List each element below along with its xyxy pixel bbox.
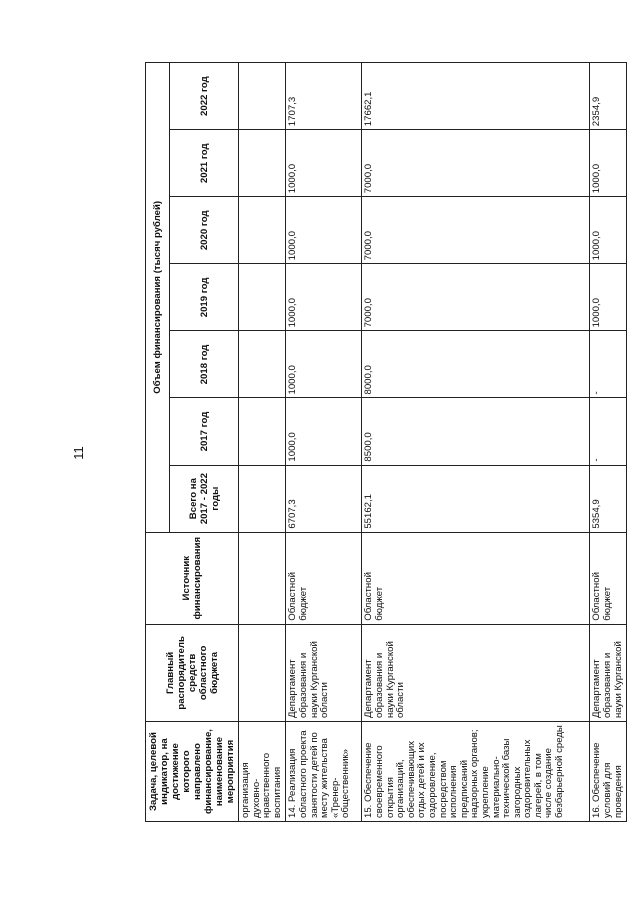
- header-row-1: [146, 63, 170, 822]
- source-cell: Областной бюджет: [286, 532, 362, 624]
- source-cell: Областной бюджет: [590, 532, 627, 624]
- table-row: [362, 63, 590, 822]
- header-total: Всего на 2017 - 2022 годы: [170, 465, 239, 532]
- total-cell: 55162,1: [362, 465, 590, 532]
- table-row: [590, 63, 627, 822]
- value-cell: 17662,1: [362, 63, 590, 130]
- manager-cell: [239, 624, 286, 721]
- total-cell: 5354,9: [590, 465, 627, 532]
- value-cell: [239, 264, 286, 331]
- task-cell: организация духовно-нравственного воспитания: [239, 722, 286, 822]
- task-cell: 16. Обеспечение условий для проведения: [590, 722, 627, 822]
- manager-cell: Департамент образования и науки Курганской области: [286, 624, 362, 721]
- value-cell: 7000,0: [362, 264, 590, 331]
- value-cell: 2354,9: [590, 63, 627, 130]
- task-cell: 15. Обеспечение своевременного открытия организаций, обеспечивающих отдых детей и их оздоровление, посредством исполнения предписаний надзорных органов; укрепление материально-технической базы загородных оздоровительных лагерей, в том числе создание безбарьерной среды: [362, 722, 590, 822]
- header-year: 2021 год: [170, 130, 239, 197]
- value-cell: 1000,0: [286, 264, 362, 331]
- header-year: 2018 год: [170, 331, 239, 398]
- value-cell: -: [590, 398, 627, 465]
- header-year: 2020 год: [170, 197, 239, 264]
- total-cell: [239, 465, 286, 532]
- value-cell: 1000,0: [590, 130, 627, 197]
- financing-table: [145, 62, 627, 822]
- task-cell: 14. Реализация областного проекта занятости детей по месту жительства «Тренер-общественник»: [286, 722, 362, 822]
- value-cell: [239, 197, 286, 264]
- value-cell: 8000,0: [362, 331, 590, 398]
- source-cell: [239, 532, 286, 624]
- value-cell: -: [590, 331, 627, 398]
- header-task: Задача, целевой индикатор, на достижение которого направлено финансирование, наименование мероприятия: [146, 722, 239, 822]
- page-number: 11: [71, 446, 86, 460]
- table-row: [286, 63, 362, 822]
- rotated-table-page: [145, 62, 624, 822]
- value-cell: 1000,0: [590, 264, 627, 331]
- header-source: Источник финансирования: [146, 532, 239, 624]
- header-volume: Объем финансирования (тысяч рублей): [146, 63, 170, 533]
- value-cell: [239, 130, 286, 197]
- header-year: 2019 год: [170, 264, 239, 331]
- header-year: 2017 год: [170, 398, 239, 465]
- value-cell: 1000,0: [286, 398, 362, 465]
- value-cell: 1000,0: [286, 197, 362, 264]
- value-cell: [239, 331, 286, 398]
- value-cell: 7000,0: [362, 130, 590, 197]
- value-cell: 1000,0: [590, 197, 627, 264]
- source-cell: Областной бюджет: [362, 532, 590, 624]
- value-cell: 1707,3: [286, 63, 362, 130]
- manager-cell: Департамент образования и науки Курганской области: [362, 624, 590, 721]
- value-cell: 7000,0: [362, 197, 590, 264]
- table-row: [239, 63, 286, 822]
- total-cell: 6707,3: [286, 465, 362, 532]
- value-cell: 1000,0: [286, 130, 362, 197]
- header-manager: Главный распорядитель средств областного бюджета: [146, 624, 239, 721]
- value-cell: 8500,0: [362, 398, 590, 465]
- value-cell: [239, 398, 286, 465]
- manager-cell: Департамент образования и науки Курганской: [590, 624, 627, 721]
- value-cell: [239, 63, 286, 130]
- value-cell: 1000,0: [286, 331, 362, 398]
- header-year: 2022 год: [170, 63, 239, 130]
